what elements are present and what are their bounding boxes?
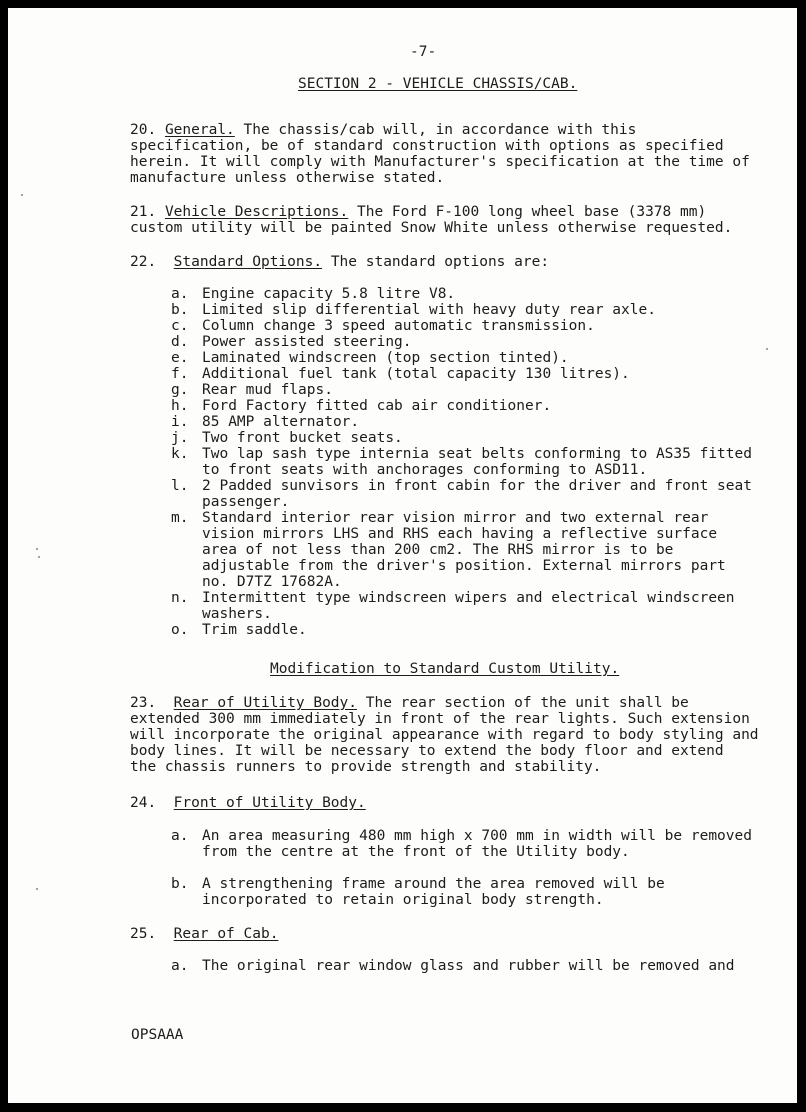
list-item-key: j. <box>171 430 189 446</box>
list-item-line: Power assisted steering. <box>202 334 412 350</box>
scan-speckle <box>38 556 40 558</box>
paragraph-20-heading: General. <box>164 122 235 138</box>
list-item-line: Standard interior rear vision mirror and two external rear <box>202 510 709 526</box>
paragraph-25-items <box>171 958 751 974</box>
paragraph-23-heading: Rear of Utility Body. <box>173 695 357 711</box>
paragraph-23 <box>130 695 759 775</box>
list-item <box>171 382 751 398</box>
paragraph-22 <box>130 254 750 270</box>
list-item-key: a. <box>171 286 189 302</box>
paragraph-25 <box>130 926 750 942</box>
paragraph-23-line-1 <box>130 695 750 711</box>
list-item-line: Trim saddle. <box>202 622 307 638</box>
list-item-line: Limited slip differential with heavy duty rear axle. <box>202 302 656 318</box>
paragraph-25-number: 25. <box>130 926 157 942</box>
paragraph-24 <box>130 795 750 811</box>
list-item-key: a. <box>171 958 189 974</box>
list-item-line: incorporated to retain original body strength. <box>202 892 604 908</box>
paragraph-24-heading: Front of Utility Body. <box>173 795 366 811</box>
list-item-key: o. <box>171 622 189 638</box>
paragraph-21-heading: Vehicle Descriptions. <box>164 204 349 220</box>
scan-speckle <box>766 348 768 350</box>
list-item-line: no. D7TZ 17682A. <box>202 574 342 590</box>
list-item-key: n. <box>171 590 189 606</box>
paragraph-23-line-3: will incorporate the original appearance with regard to body styling and <box>130 727 759 743</box>
list-item-line: Engine capacity 5.8 litre V8. <box>202 286 456 302</box>
page-number: -7- <box>410 44 437 60</box>
list-item <box>171 958 751 974</box>
document-footer-code: OPSAAA <box>131 1027 184 1043</box>
list-item <box>171 446 751 478</box>
list-item <box>171 366 751 382</box>
paragraph-23-line-4: body lines. It will be necessary to extend the body floor and extend <box>130 743 724 759</box>
scan-speckle <box>36 548 38 550</box>
list-item <box>171 350 751 366</box>
list-item-line: A strengthening frame around the area removed will be <box>202 876 665 892</box>
list-item <box>171 590 751 622</box>
paragraph-23-line-2: extended 300 mm immediately in front of the rear lights. Such extension <box>130 711 750 727</box>
paragraph-23-line-5: the chassis runners to provide strength and stability. <box>130 759 602 775</box>
list-item-line: Two front bucket seats. <box>202 430 403 446</box>
list-item-key: c. <box>171 318 189 334</box>
list-item-line: Rear mud flaps. <box>202 382 333 398</box>
list-item-line: Additional fuel tank (total capacity 130 litres). <box>202 366 630 382</box>
list-item-line: passenger. <box>202 494 290 510</box>
list-item-key: m. <box>171 510 189 526</box>
paragraph-22-line-1 <box>130 254 750 270</box>
list-item <box>171 398 751 414</box>
list-item-line: vision mirrors LHS and RHS each having a reflective surface <box>202 526 718 542</box>
list-item-line: area of not less than 200 cm2. The RHS mirror is to be <box>202 542 674 558</box>
list-item-key: g. <box>171 382 189 398</box>
paragraph-23-text: The rear section of the unit shall be <box>365 695 689 711</box>
paragraph-20-line-4: manufacture unless otherwise stated. <box>130 170 445 186</box>
list-item <box>171 622 751 638</box>
paragraph-24-number: 24. <box>130 795 157 811</box>
list-item-key: f. <box>171 366 189 382</box>
list-item-key: e. <box>171 350 189 366</box>
paragraph-25-heading: Rear of Cab. <box>173 926 279 942</box>
paragraph-22-number: 22. <box>130 254 157 270</box>
list-item <box>171 510 751 590</box>
list-item <box>171 828 751 860</box>
list-item-key: i. <box>171 414 189 430</box>
paragraph-21 <box>130 204 750 236</box>
list-item-line: Intermittent type windscreen wipers and electrical windscreen <box>202 590 735 606</box>
paragraph-20-line-2: specification, be of standard construction with options as specified <box>130 138 724 154</box>
paragraph-20-number: 20. <box>130 122 157 138</box>
list-item <box>171 430 751 446</box>
list-item-key: h. <box>171 398 189 414</box>
paragraph-24-items <box>171 828 751 908</box>
paragraph-21-text: The Ford F-100 long wheel base (3378 mm) <box>357 204 707 220</box>
list-item-line: to front seats with anchorages conforming to ASD11. <box>202 462 648 478</box>
list-item-line: Column change 3 speed automatic transmission. <box>202 318 595 334</box>
list-item-key: k. <box>171 446 189 462</box>
section-title: SECTION 2 - VEHICLE CHASSIS/CAB. <box>298 76 578 92</box>
list-item-key: b. <box>171 876 189 892</box>
list-item-key: d. <box>171 334 189 350</box>
list-item-line: 2 Padded sunvisors in front cabin for the driver and front seat <box>202 478 752 494</box>
list-item-key: l. <box>171 478 189 494</box>
list-item-line: 85 AMP alternator. <box>202 414 360 430</box>
list-item-line: Ford Factory fitted cab air conditioner. <box>202 398 552 414</box>
paragraph-21-line-1 <box>130 204 750 220</box>
list-item <box>171 478 751 510</box>
paragraph-20 <box>130 122 750 186</box>
list-item-line: The original rear window glass and rubber will be removed and <box>202 958 735 974</box>
list-item <box>171 334 751 350</box>
list-item-line: adjustable from the driver's position. External mirrors part <box>202 558 726 574</box>
scan-speckle <box>21 194 23 196</box>
list-item <box>171 318 751 334</box>
paragraph-22-intro: The standard options are: <box>330 254 550 270</box>
paragraph-20-line-3: herein. It will comply with Manufacturer's specification at the time of <box>130 154 750 170</box>
paragraph-20-line-1 <box>130 122 750 138</box>
standard-options-list <box>171 286 751 638</box>
list-item <box>171 414 751 430</box>
list-item-line: from the centre at the front of the Utility body. <box>202 844 630 860</box>
list-item-line: An area measuring 480 mm high x 700 mm in width will be removed <box>202 828 752 844</box>
modification-heading: Modification to Standard Custom Utility. <box>270 661 620 677</box>
paragraph-21-number: 21. <box>130 204 157 220</box>
list-item-line: Two lap sash type internia seat belts conforming to AS35 fitted <box>202 446 752 462</box>
list-item-line: washers. <box>202 606 272 622</box>
paragraph-21-line-2: custom utility will be painted Snow White unless otherwise requested. <box>130 220 733 236</box>
list-item <box>171 302 751 318</box>
list-item-key: b. <box>171 302 189 318</box>
paragraph-22-heading: Standard Options. <box>173 254 323 270</box>
paragraph-20-text: The chassis/cab will, in accordance with this <box>243 122 637 138</box>
list-item <box>171 286 751 302</box>
list-item <box>171 876 751 908</box>
paragraph-24-line-1 <box>130 795 750 811</box>
list-item-line: Laminated windscreen (top section tinted). <box>202 350 569 366</box>
paragraph-23-number: 23. <box>130 695 157 711</box>
scan-speckle <box>36 888 38 890</box>
paragraph-25-line-1 <box>130 926 750 942</box>
document-page <box>8 8 797 1103</box>
list-item-key: a. <box>171 828 189 844</box>
